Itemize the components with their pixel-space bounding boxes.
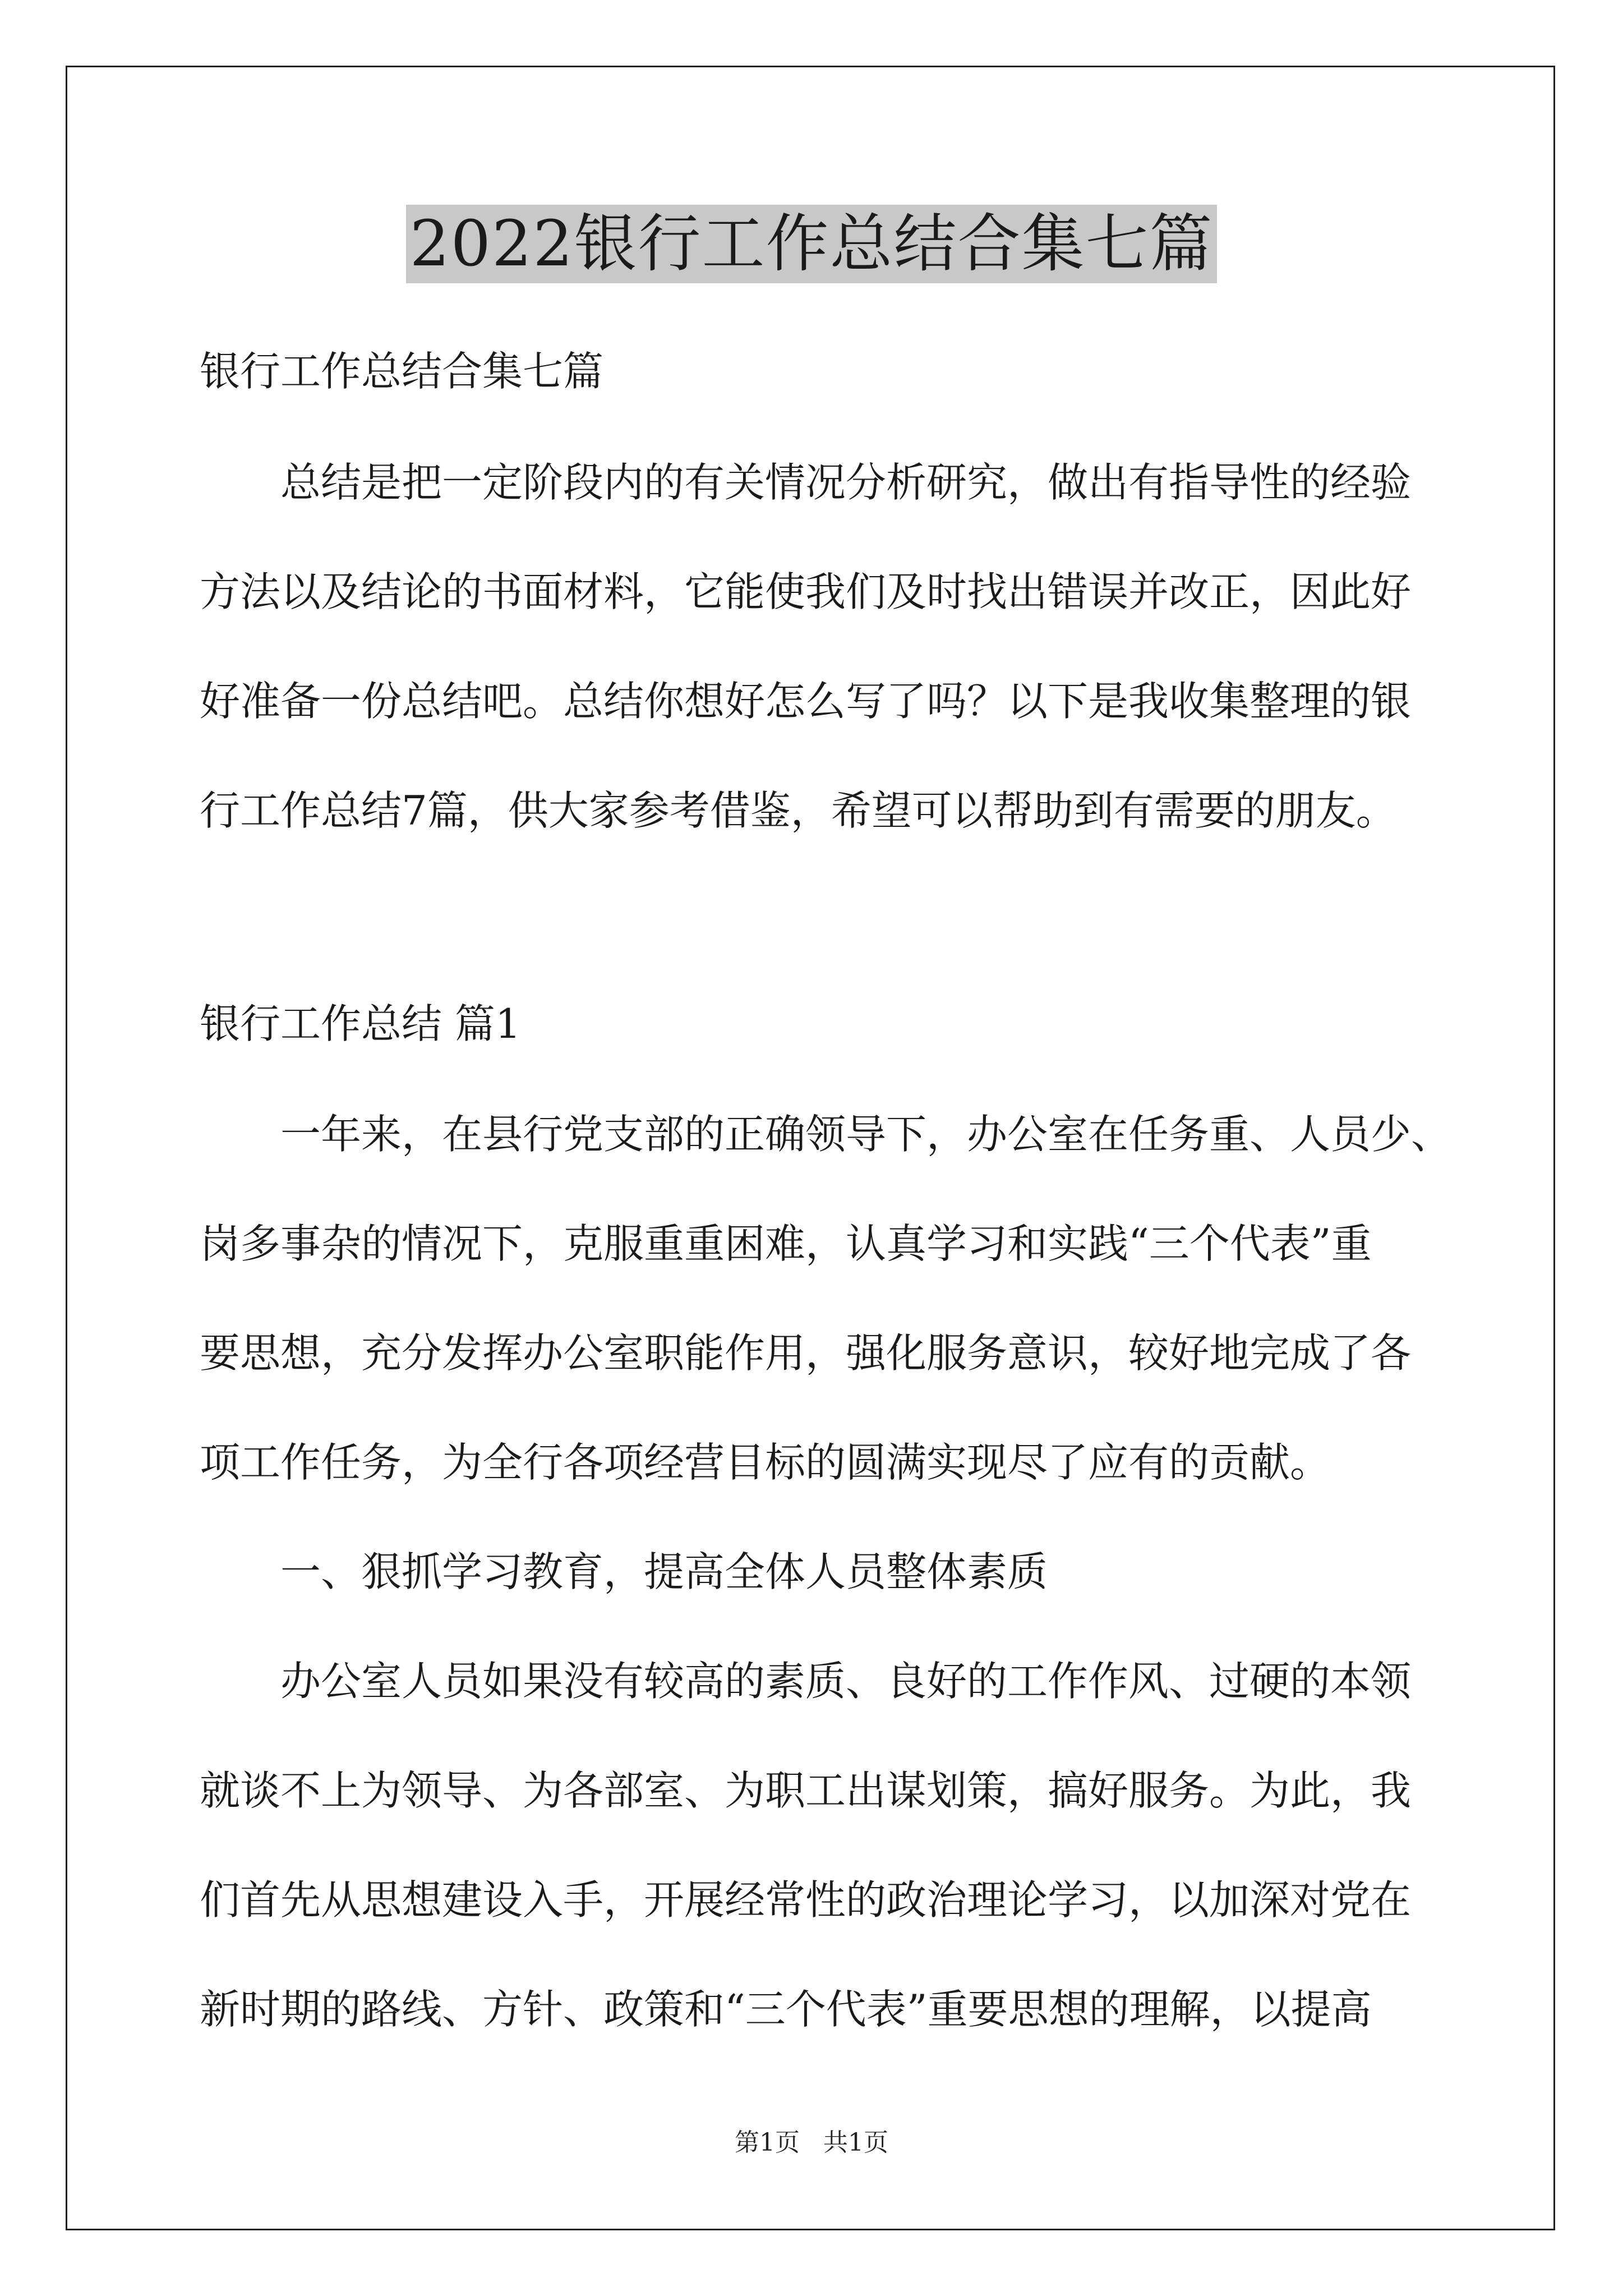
text-line: 就谈不上为领导、为各部室、为职工出谋划策，搞好服务。为此，我 [200, 1767, 1412, 1814]
text-line: 总结是把一定阶段内的有关情况分析研究，做出有指导性的经验 [280, 459, 1412, 506]
text-line: 方法以及结论的书面材料，它能使我们及时找出错误并改正，因此好 [200, 568, 1412, 615]
subtitle-line: 银行工作总结合集七篇 [200, 348, 604, 395]
text-line: 一年来，在县行党支部的正确领导下，办公室在任务重、人员少、 [280, 1111, 1452, 1158]
section-heading: 银行工作总结 篇1 [200, 1000, 521, 1047]
subsection-heading: 一、狠抓学习教育，提高全体人员整体素质 [280, 1548, 1048, 1595]
text-line: 新时期的路线、方针、政策和“三个代表”重要思想的理解，以提高 [200, 1986, 1372, 2033]
text-line: 要思想，充分发挥办公室职能作用，强化服务意识，较好地完成了各 [200, 1329, 1412, 1377]
page-footer [0, 2126, 1623, 2160]
text-line: 岗多事杂的情况下，克服重重困难，认真学习和实践“三个代表”重 [200, 1220, 1372, 1267]
text-line: 办公室人员如果没有较高的素质、良好的工作作风、过硬的本领 [280, 1658, 1412, 1705]
document-title: 2022银行工作总结合集七篇 [406, 205, 1216, 283]
page-total: 共1页 [823, 2128, 888, 2157]
text-line: 项工作任务，为全行各项经营目标的圆满实现尽了应有的贡献。 [200, 1439, 1331, 1486]
text-line: 好准备一份总结吧。总结你想好怎么写了吗？以下是我收集整理的银 [200, 678, 1412, 725]
text-line: 行工作总结7篇，供大家参考借鉴，希望可以帮助到有需要的朋友。 [200, 787, 1396, 834]
page-number: 第1页 [735, 2128, 800, 2157]
text-line: 们首先从思想建设入手，开展经常性的政治理论学习，以加深对党在 [200, 1876, 1412, 1924]
title-container [0, 205, 1623, 283]
